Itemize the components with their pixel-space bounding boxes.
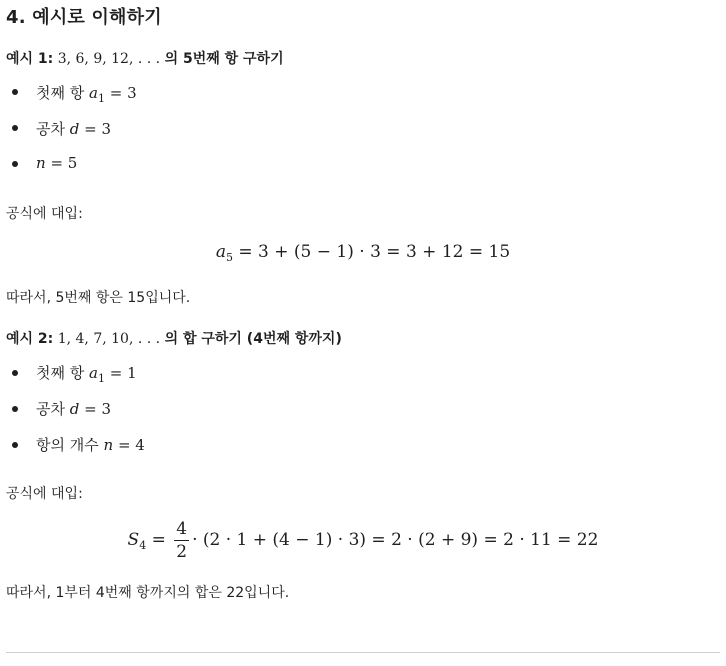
example-2-item-common-difference [36, 398, 111, 419]
math-rest: = 3 [79, 120, 112, 138]
math-var: d [69, 400, 80, 418]
example-2-conclusion: 따라서, 1부터 4번째 항까지의 합은 22입니다. [6, 585, 290, 601]
example-2-heading [6, 328, 342, 348]
math-sub: 4 [139, 539, 147, 552]
example-2-item-n [36, 434, 145, 455]
item-math [89, 364, 137, 385]
math-var: S [127, 530, 140, 550]
math-rest: = 3 + (5 − 1) · 3 = 3 + 12 = 15 [233, 242, 511, 262]
math-rest: = 5 [45, 154, 78, 172]
math-var: a [89, 84, 98, 102]
math-sub: 1 [97, 372, 105, 385]
example-1-sequence: 3, 6, 9, 12, . . . [57, 51, 161, 67]
bullet-icon [12, 125, 18, 131]
example-1-task: 의 5번째 항 구하기 [164, 51, 284, 67]
bullet-icon [12, 161, 18, 167]
bullet-icon [12, 406, 18, 412]
math-var: n [103, 436, 114, 454]
item-label: 공차 [36, 400, 65, 418]
bullet-icon [12, 442, 18, 448]
math-sub: 1 [97, 92, 105, 105]
item-label: 항의 개수 [36, 436, 99, 454]
item-math [36, 154, 77, 172]
math-var: a [215, 242, 226, 262]
math-rest: = 4 [113, 436, 145, 454]
math-rest: = 3 [79, 400, 112, 418]
example-1-formula [0, 242, 726, 262]
bullet-icon [12, 89, 18, 95]
example-2-formula-intro: 공식에 대입: [6, 486, 83, 502]
fraction-denominator: 2 [176, 542, 188, 562]
example-1-conclusion: 따라서, 5번째 항은 15입니다. [6, 290, 191, 306]
example-2-formula [0, 518, 726, 563]
math-var: d [69, 120, 80, 138]
fraction-numerator: 4 [176, 519, 188, 539]
item-math [70, 400, 111, 418]
section-heading: 4. 예시로 이해하기 [6, 7, 162, 28]
math-eq: = [146, 530, 172, 550]
example-1-heading [6, 48, 284, 68]
math-rest: · (2 · 1 + (4 − 1) · 3) = 2 · (2 + 9) = 2 · 11 = 22 [192, 530, 599, 550]
divider [6, 652, 720, 653]
math-var: n [36, 154, 46, 172]
item-label: 첫째 항 [36, 84, 85, 102]
math-rest: = 1 [104, 364, 137, 382]
example-2-sequence: 1, 4, 7, 10, . . . [57, 331, 161, 347]
math-rest: = 3 [104, 84, 137, 102]
math-var: a [89, 364, 98, 382]
item-math [104, 436, 145, 454]
bullet-icon [12, 370, 18, 376]
example-1-item-n [36, 154, 77, 172]
item-label: 첫째 항 [36, 364, 85, 382]
example-2-label: 예시 2: [6, 331, 54, 347]
example-2-task: 의 합 구하기 (4번째 항까지) [164, 331, 342, 347]
example-2-item-first-term [36, 362, 137, 383]
example-1-label: 예시 1: [6, 51, 54, 67]
math-sub: 5 [226, 251, 233, 264]
example-1-item-first-term [36, 82, 137, 103]
item-math [70, 120, 111, 138]
item-label: 공차 [36, 120, 65, 138]
item-math [89, 84, 137, 105]
example-1-formula-intro: 공식에 대입: [6, 206, 83, 222]
example-1-item-common-difference [36, 118, 111, 139]
fraction [174, 518, 189, 563]
